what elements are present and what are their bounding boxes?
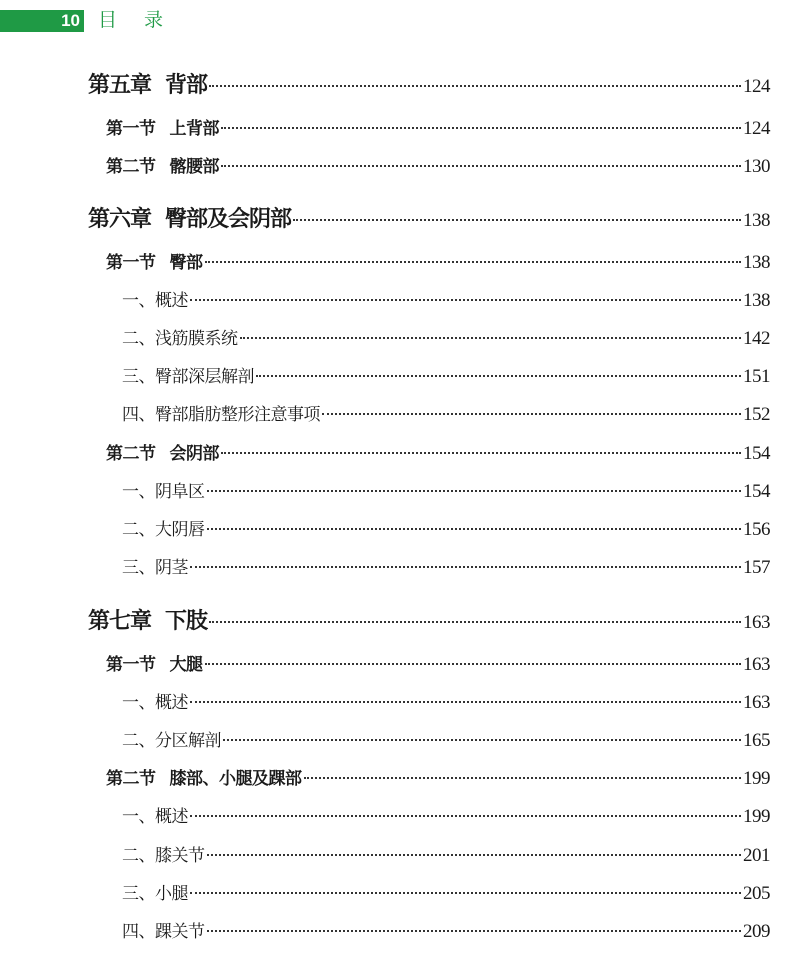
page-number: 10 [0, 10, 84, 32]
toc-page-number: 138 [743, 290, 770, 311]
toc-page-number: 163 [743, 692, 770, 713]
dot-leader [207, 930, 742, 932]
toc-item[interactable] [122, 842, 770, 870]
toc-entry-title [88, 608, 207, 636]
toc-entry-text: 大腿 [169, 655, 203, 675]
toc-page-number: 152 [743, 404, 770, 425]
toc-entry-title: 三、小腿 [122, 884, 188, 904]
toc-page-number: 156 [743, 519, 770, 540]
toc-page-number: 151 [743, 366, 770, 387]
toc-entry-number: 第一节 [106, 119, 156, 139]
toc-entry-title [106, 249, 203, 277]
toc-entry-number: 第一节 [106, 253, 156, 273]
dot-leader [221, 452, 741, 454]
toc-entry-title [88, 72, 207, 100]
dot-leader [221, 127, 741, 129]
toc-page-number: 138 [743, 252, 770, 273]
toc-item[interactable] [122, 401, 770, 429]
toc-page-number: 201 [743, 845, 770, 866]
toc-chapter[interactable] [88, 206, 770, 234]
toc-page-number: 124 [743, 76, 770, 97]
toc-entry-title [106, 440, 219, 468]
toc-section[interactable] [106, 651, 770, 679]
toc-entry-title [106, 765, 302, 793]
dot-leader [205, 663, 742, 665]
toc-page-number: 205 [743, 883, 770, 904]
toc-item[interactable] [122, 478, 770, 506]
page-title: 目录 [98, 9, 191, 31]
toc-item[interactable] [122, 554, 770, 582]
toc-section[interactable] [106, 115, 770, 143]
dot-leader [190, 815, 741, 817]
dot-leader [190, 299, 741, 301]
toc-entry-text: 臀部及会阴部 [165, 207, 292, 232]
toc-chapter[interactable] [88, 608, 770, 636]
toc-entry-number: 第二节 [106, 157, 156, 177]
dot-leader [256, 375, 741, 377]
toc-entry-number: 第七章 [88, 609, 152, 634]
toc-item[interactable] [122, 727, 770, 755]
toc-item[interactable] [122, 880, 770, 908]
dot-leader [209, 621, 741, 623]
dot-leader [205, 261, 742, 263]
dot-leader [190, 701, 741, 703]
toc-entry-number: 第五章 [88, 73, 152, 98]
toc-entry-number: 第一节 [106, 655, 156, 675]
toc-page-number: 154 [743, 443, 770, 464]
toc-item[interactable] [122, 918, 770, 946]
toc-entry-title [106, 153, 219, 181]
toc-entry-title [88, 206, 291, 234]
toc-page-number: 142 [743, 328, 770, 349]
toc-entry-title: 二、膝关节 [122, 846, 205, 866]
toc-page-number: 163 [743, 612, 770, 633]
toc-item[interactable] [122, 287, 770, 315]
toc-entry-title [106, 115, 219, 143]
toc-entry-text: 上背部 [169, 119, 219, 139]
dot-leader [207, 528, 742, 530]
toc-page-number: 199 [743, 768, 770, 789]
toc-entry-title: 二、浅筋膜系统 [122, 329, 238, 349]
toc-entry-title: 一、概述 [122, 807, 188, 827]
dot-leader [304, 777, 742, 779]
toc-entry-text: 背部 [165, 73, 208, 98]
toc-entry-text: 臀部 [169, 253, 203, 273]
dot-leader [190, 566, 741, 568]
toc-page-number: 165 [743, 730, 770, 751]
toc-entry-number: 第六章 [88, 207, 152, 232]
dot-leader [221, 165, 741, 167]
toc-section[interactable] [106, 153, 770, 181]
toc-item[interactable] [122, 363, 770, 391]
toc-entry-text: 膝部、小腿及踝部 [169, 769, 302, 789]
toc-page-number: 163 [743, 654, 770, 675]
toc-entry-title: 四、踝关节 [122, 922, 205, 942]
toc-section[interactable] [106, 249, 770, 277]
dot-leader [209, 85, 741, 87]
toc-page-number: 157 [743, 557, 770, 578]
toc-entry-number: 第二节 [106, 769, 156, 789]
toc-page-number: 138 [743, 210, 770, 231]
toc-entry-title: 二、分区解剖 [122, 731, 221, 751]
toc-item[interactable] [122, 803, 770, 831]
dot-leader [207, 854, 742, 856]
dot-leader [190, 892, 741, 894]
dot-leader [293, 219, 741, 221]
toc-item[interactable] [122, 325, 770, 353]
toc-entry-text: 髂腰部 [169, 157, 219, 177]
toc-page-number: 199 [743, 806, 770, 827]
toc-page-number: 124 [743, 118, 770, 139]
toc-page-number: 154 [743, 481, 770, 502]
toc-entry-title: 一、阴阜区 [122, 482, 205, 502]
toc-section[interactable] [106, 440, 770, 468]
toc-chapter[interactable] [88, 72, 770, 100]
toc-entry-title: 一、概述 [122, 291, 188, 311]
toc-entry-number: 第二节 [106, 444, 156, 464]
dot-leader [223, 739, 741, 741]
dot-leader [322, 413, 741, 415]
dot-leader [207, 490, 742, 492]
toc-entry-title: 四、臀部脂肪整形注意事项 [122, 405, 320, 425]
toc-section[interactable] [106, 765, 770, 793]
toc-page-number: 209 [743, 921, 770, 942]
toc-item[interactable] [122, 689, 770, 717]
toc-entry-title: 三、阴茎 [122, 558, 188, 578]
toc-entry-text: 会阴部 [169, 444, 219, 464]
toc-page-number: 130 [743, 156, 770, 177]
toc-entry-text: 下肢 [165, 609, 208, 634]
toc-entry-title: 三、臀部深层解剖 [122, 367, 254, 387]
toc-entry-title [106, 651, 203, 679]
toc-entry-title: 一、概述 [122, 693, 188, 713]
toc-entry-title: 二、大阴唇 [122, 520, 205, 540]
dot-leader [240, 337, 742, 339]
toc-item[interactable] [122, 516, 770, 544]
